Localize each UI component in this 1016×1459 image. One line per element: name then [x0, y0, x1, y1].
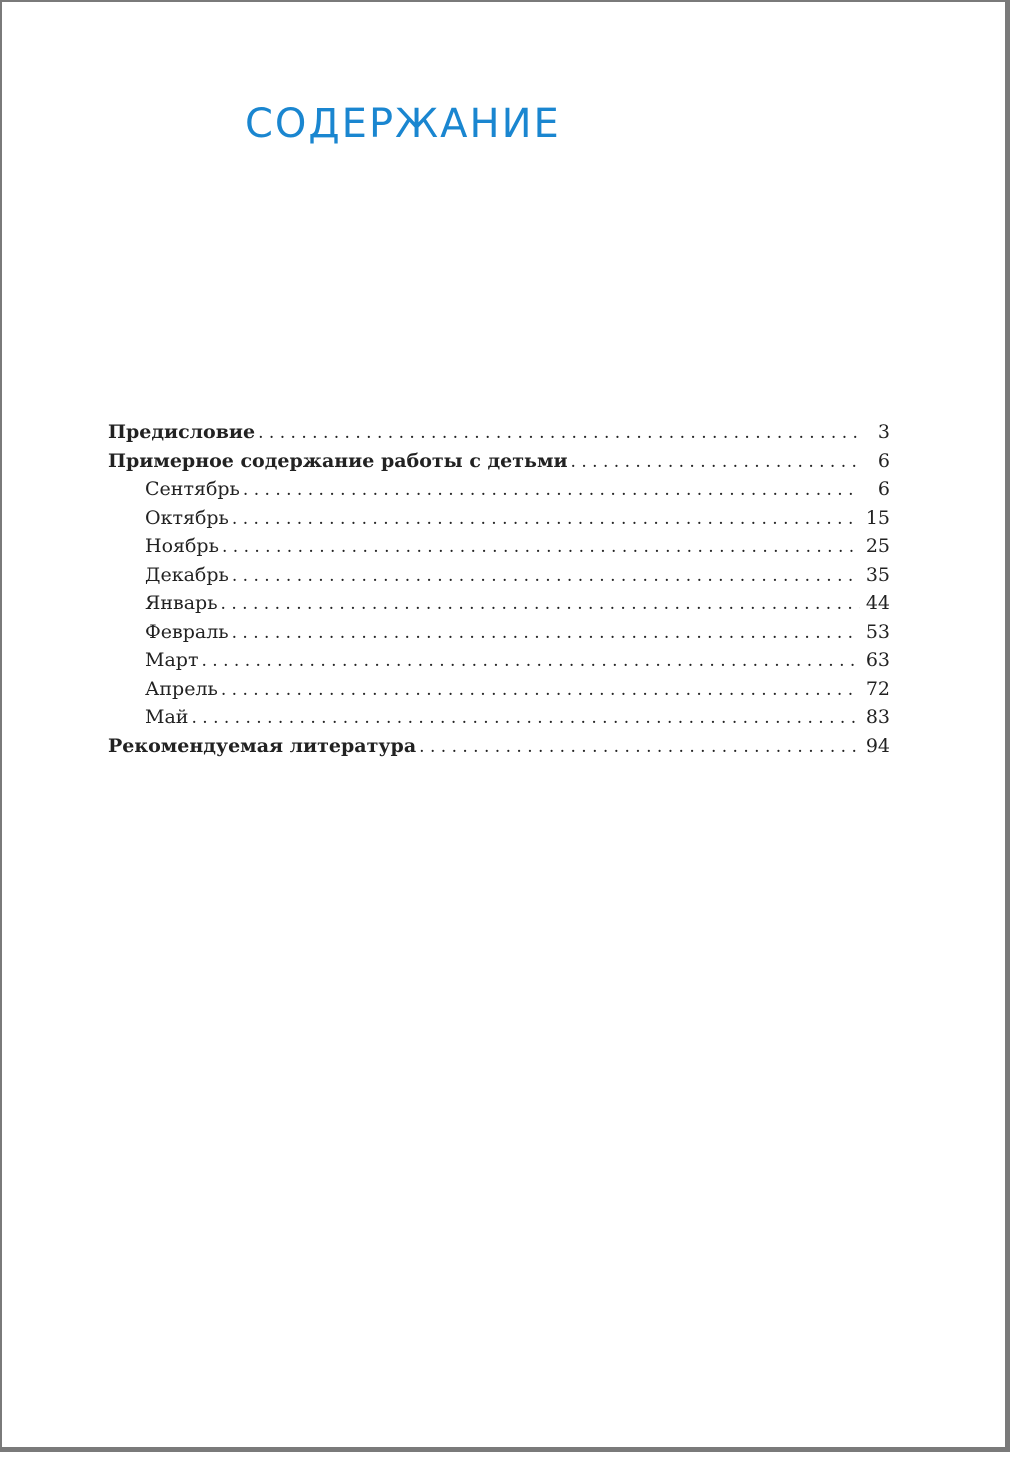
toc-entry-label: Рекомендуемая литература	[108, 734, 417, 757]
toc-leader-dots	[232, 504, 860, 533]
toc-entry-label: Примерное содержание работы с детьми	[108, 449, 568, 472]
toc-page-number: 25	[865, 535, 890, 557]
toc-entry-label: Февраль	[145, 620, 229, 643]
toc-leader-dots	[191, 703, 859, 732]
toc-leader-dots	[232, 561, 860, 590]
toc-entry-label: Январь	[145, 592, 218, 614]
toc-entry-april[interactable]	[108, 675, 890, 704]
toc-page-number: 72	[865, 677, 890, 700]
toc-entry-october[interactable]	[108, 504, 890, 533]
toc-entry-february[interactable]	[108, 618, 890, 647]
toc-leader-dots	[232, 618, 860, 647]
toc-entry-label: Март	[145, 649, 199, 671]
toc-page-number: 83	[865, 706, 890, 728]
toc-leader-dots	[258, 418, 860, 447]
toc-entry-label: Май	[145, 706, 189, 728]
toc-page-number: 94	[865, 734, 890, 757]
toc-page-number: 35	[865, 563, 890, 586]
toc-page-number: 6	[877, 449, 890, 472]
toc-entry-september[interactable]	[108, 475, 890, 504]
toc-entry-november[interactable]	[108, 532, 890, 561]
toc-entry-december[interactable]	[108, 561, 890, 590]
page-title: СОДЕРЖАНИЕ	[245, 101, 561, 147]
toc-leader-dots	[419, 732, 860, 761]
toc-page-number: 53	[865, 620, 890, 643]
toc-entry-label: Апрель	[145, 677, 218, 700]
toc-leader-dots	[243, 475, 860, 504]
toc-leader-dots	[201, 646, 859, 675]
toc-entry-label: Предисловие	[108, 421, 256, 443]
toc-entry-march[interactable]	[108, 646, 890, 675]
toc-leader-dots	[221, 589, 860, 618]
toc-page-number: 6	[877, 478, 890, 500]
toc-leader-dots	[221, 675, 860, 704]
toc-page-number: 15	[865, 506, 890, 529]
toc-entry-january[interactable]	[108, 589, 890, 618]
toc-entry-label: Ноябрь	[145, 535, 219, 557]
toc-entry-work-content[interactable]	[108, 447, 890, 476]
toc-page-number: 63	[865, 649, 890, 671]
toc-entry-label: Декабрь	[145, 563, 229, 586]
toc-entry-label: Октябрь	[145, 506, 229, 529]
toc-entry-may[interactable]	[108, 703, 890, 732]
toc-page-number: 3	[877, 421, 890, 443]
toc-entry-label: Сентябрь	[145, 478, 240, 500]
toc-leader-dots	[222, 532, 860, 561]
table-of-contents	[108, 418, 890, 760]
toc-leader-dots	[571, 447, 860, 476]
toc-page-number: 44	[865, 592, 890, 614]
toc-entry-recommended-literature[interactable]	[108, 732, 890, 761]
toc-entry-preface[interactable]	[108, 418, 890, 447]
